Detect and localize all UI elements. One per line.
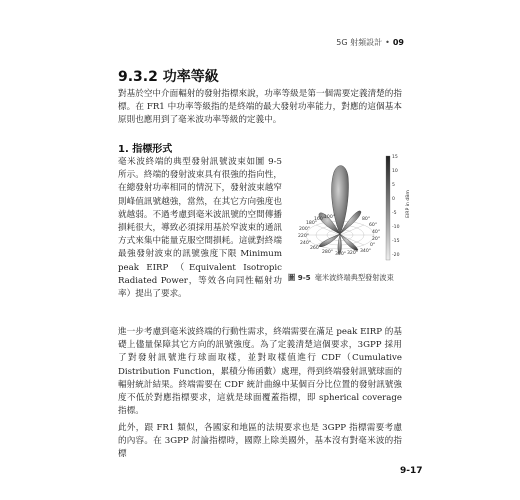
chapter-number: 09 <box>392 38 404 47</box>
angle-label: 180° <box>306 221 318 226</box>
angle-label: 260° <box>310 246 322 251</box>
colorbar-tick: 15 <box>392 155 398 160</box>
angle-label: 320° <box>347 251 359 256</box>
colorbar-tick: -20 <box>392 253 400 258</box>
figure-caption-text: 毫米波終端典型發射波束 <box>314 273 394 282</box>
colorbar-label: EIRP in dBm <box>406 190 411 218</box>
paragraph: 進一步考慮到毫米波終端的行動性需求，終端需要在滿足 peak EIRP 的基礎上儘量保障其它方向的訊號強度。為了定義清楚這個要求，3GPP 採用了對發射訊號進行球面取樣，並對取樣值進行 CDF（Cumulative Distribution Function，累積分佈函數）處理，得到終端發射訊號球面的輻射統計結果。終端需要在 CDF 統計曲線中某個百分比位置的發射訊號強度不低於對應指標要求，這就是球面覆蓋指標，即 spherical coverage 指標。 <box>118 327 402 417</box>
figure-caption <box>288 273 394 283</box>
angle-label: 80° <box>362 217 371 222</box>
angle-label: 20° <box>372 237 381 242</box>
angle-label: 160° <box>314 217 326 222</box>
angle-label: 60° <box>369 223 378 228</box>
colorbar-ticks <box>392 154 400 258</box>
angle-label: 0° <box>370 243 376 248</box>
angle-label: 340° <box>360 249 372 254</box>
colorbar <box>386 156 390 260</box>
angle-label: 40° <box>372 230 381 235</box>
colorbar-tick: 10 <box>392 169 398 174</box>
subsection-title: 1. 指標形式 <box>118 144 173 155</box>
colorbar-tick: 5 <box>392 183 395 188</box>
header-separator: • <box>385 38 390 47</box>
angle-label: 300° <box>335 252 347 257</box>
page-number: 9-17 <box>400 466 423 476</box>
colorbar-tick: -5 <box>392 211 397 216</box>
paragraph: 此外，跟 FR1 類似，各國家和地區的法規要求也是 3GPP 指標需要考慮的內容。在 3GPP 討論指標時，國際上除美國外，基本沒有對毫米波的指標 <box>118 423 402 460</box>
colorbar-tick: 0 <box>392 197 395 202</box>
angle-label: 100° <box>324 215 336 220</box>
colorbar-tick: -15 <box>392 239 400 244</box>
intro-paragraph: 對基於空中介面輻射的發射指標來說，功率等級是第一個需要定義清楚的指標。在 FR1 中功率等級指的是終端的最大發射功率能力，對應的這個基本原則也應用到了毫米波功率等級的定義中。 <box>118 89 402 126</box>
subsection-body: 毫米波終端的典型發射訊號波束如圖 9-5 所示。終端的發射波束具有很強的指向性，在總發射功率相同的情況下，發射波束越窄則峰值訊號越強，當然，在其它方向強度也就越弱。不過考慮到毫米波訊號的空間傳播損耗很大，導致必須採用基於窄波束的通訊方式來集中能量克服空間損耗。這就對終端最強發射波束的訊號強度下限 Minimum peak EIRP （Equivalent Isotropic Radiated Power，等效各向同性輻射功率）提出了要求。 <box>118 157 282 300</box>
figure-number: 圖 9-5 <box>288 273 311 282</box>
beam-pattern-figure <box>288 150 412 265</box>
colorbar-tick: -10 <box>392 225 400 230</box>
angle-label: 200° <box>299 227 311 232</box>
angle-label: 220° <box>298 234 310 239</box>
angle-label: 240° <box>300 241 312 246</box>
angle-label: 280° <box>322 250 334 255</box>
book-title: 5G 射頻設計 <box>336 38 383 47</box>
radiation-lobes <box>319 166 361 254</box>
section-title: 9.3.2 功率等級 <box>118 69 219 85</box>
running-head <box>336 37 404 48</box>
